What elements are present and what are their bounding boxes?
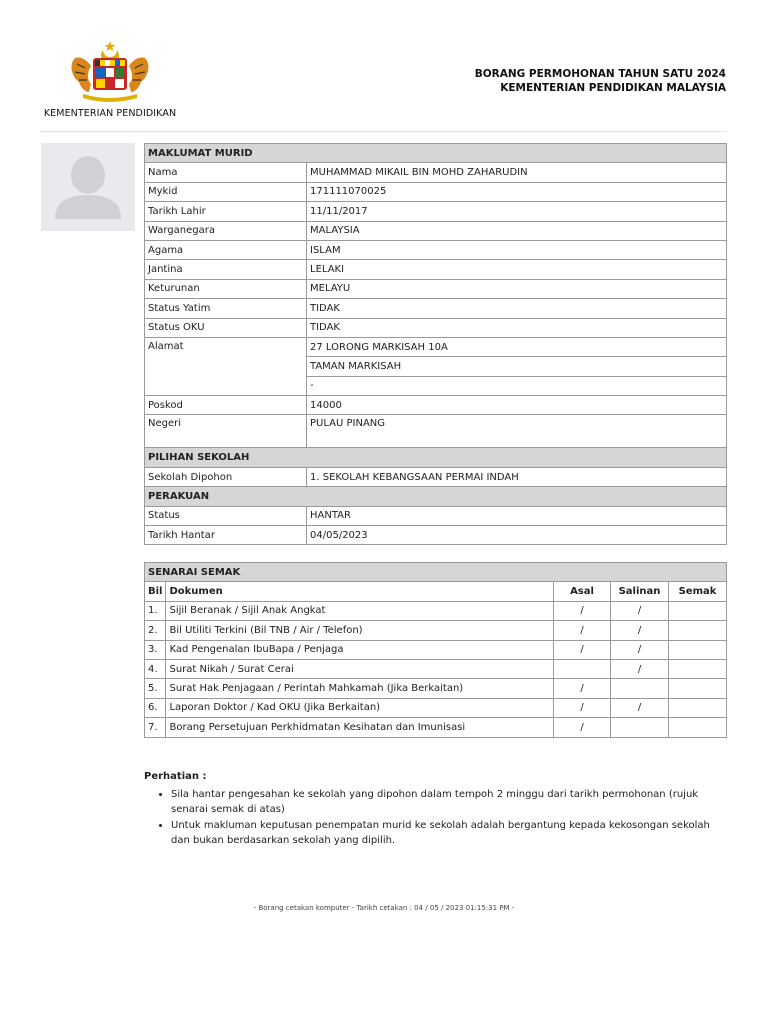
table-row bbox=[145, 415, 727, 448]
section-title: PERAKUAN bbox=[145, 487, 727, 506]
checklist-column-headers bbox=[145, 582, 727, 601]
table-row bbox=[145, 279, 727, 298]
table-row bbox=[145, 240, 727, 259]
table-row bbox=[145, 640, 727, 659]
table-row-alamat bbox=[145, 337, 727, 356]
table-row bbox=[145, 202, 727, 221]
row-number: 2. bbox=[145, 621, 166, 640]
table-row bbox=[145, 182, 727, 201]
form-title-line-1: BORANG PERMOHONAN TAHUN SATU 2024 bbox=[474, 68, 726, 80]
field-label: Status bbox=[145, 506, 307, 525]
section-header-pilihan bbox=[145, 448, 727, 467]
column-header-semak: Semak bbox=[669, 582, 727, 601]
field-label: Mykid bbox=[145, 182, 307, 201]
table-row bbox=[145, 659, 727, 678]
table-row bbox=[145, 526, 727, 545]
row-number: 5. bbox=[145, 679, 166, 698]
field-value: PULAU PINANG bbox=[307, 415, 727, 448]
table-row bbox=[145, 718, 727, 737]
table-row bbox=[145, 698, 727, 717]
section-header-semak bbox=[145, 563, 727, 582]
row-number: 4. bbox=[145, 659, 166, 678]
document-name: Borang Persetujuan Perkhidmatan Kesihatan dan Imunisasi bbox=[166, 718, 554, 737]
ministry-logo bbox=[40, 38, 180, 119]
table-row bbox=[145, 260, 727, 279]
asal-mark: / bbox=[554, 601, 611, 620]
print-footer: - Borang cetakan komputer - Tarikh cetakan : 04 / 05 / 2023 01:15:31 PM - bbox=[253, 904, 515, 912]
field-value: MALAYSIA bbox=[307, 221, 727, 240]
field-value: 11/11/2017 bbox=[307, 202, 727, 221]
document-name: Sijil Beranak / Sijil Anak Angkat bbox=[166, 601, 554, 620]
row-number: 6. bbox=[145, 698, 166, 717]
field-value: 14000 bbox=[307, 396, 727, 415]
table-row bbox=[145, 467, 727, 486]
list-item: • Sila hantar pengesahan ke sekolah yang dipohon dalam tempoh 2 minggu dari tarikh permohonan (rujuk senarai semak di atas) bbox=[171, 787, 729, 818]
student-info-table bbox=[144, 143, 727, 545]
salinan-mark: / bbox=[611, 640, 669, 659]
field-label: Status Yatim bbox=[145, 299, 307, 318]
section-title: MAKLUMAT MURID bbox=[145, 144, 727, 163]
field-label: Status OKU bbox=[145, 318, 307, 337]
field-label: Agama bbox=[145, 240, 307, 259]
column-header-salinan: Salinan bbox=[611, 582, 669, 601]
salinan-mark: / bbox=[611, 621, 669, 640]
notes-section bbox=[144, 769, 729, 849]
notes-list bbox=[144, 787, 729, 849]
section-title: SENARAI SEMAK bbox=[145, 563, 727, 582]
form-title bbox=[475, 67, 726, 95]
field-value: LELAKI bbox=[307, 260, 727, 279]
form-title-line-2: KEMENTERIAN PENDIDIKAN MALAYSIA bbox=[500, 82, 726, 94]
row-number: 7. bbox=[145, 718, 166, 737]
checklist-table bbox=[144, 562, 727, 738]
field-value: HANTAR bbox=[307, 506, 727, 525]
column-header-bil: Bil bbox=[145, 582, 166, 601]
logo-caption: KEMENTERIAN PENDIDIKAN bbox=[43, 108, 177, 119]
row-number: 3. bbox=[145, 640, 166, 659]
document-name: Bil Utiliti Terkini (Bil TNB / Air / Telefon) bbox=[166, 621, 554, 640]
table-row bbox=[145, 163, 727, 182]
field-label: Poskod bbox=[145, 396, 307, 415]
semak-mark bbox=[669, 621, 727, 640]
student-photo-placeholder bbox=[41, 143, 135, 231]
header-divider bbox=[40, 131, 727, 132]
field-value: 171111070025 bbox=[307, 182, 727, 201]
document-name: Laporan Doktor / Kad OKU (Jika Berkaitan) bbox=[166, 698, 554, 717]
salinan-mark: / bbox=[611, 659, 669, 678]
field-label: Alamat bbox=[145, 337, 307, 395]
document-name: Kad Pengenalan IbuBapa / Penjaga bbox=[166, 640, 554, 659]
salinan-mark: / bbox=[611, 698, 669, 717]
field-label: Jantina bbox=[145, 260, 307, 279]
table-row bbox=[145, 679, 727, 698]
table-row bbox=[145, 601, 727, 620]
section-header-perakuan bbox=[145, 487, 727, 506]
table-row bbox=[145, 506, 727, 525]
salinan-mark: / bbox=[611, 601, 669, 620]
alamat-line-3: - bbox=[307, 376, 727, 395]
field-value: 04/05/2023 bbox=[307, 526, 727, 545]
asal-mark: / bbox=[554, 679, 611, 698]
field-value: MUHAMMAD MIKAIL BIN MOHD ZAHARUDIN bbox=[307, 163, 727, 182]
semak-mark bbox=[669, 640, 727, 659]
asal-mark: / bbox=[554, 640, 611, 659]
semak-mark bbox=[669, 698, 727, 717]
table-row bbox=[145, 396, 727, 415]
semak-mark bbox=[669, 601, 727, 620]
row-number: 1. bbox=[145, 601, 166, 620]
document-name: Surat Hak Penjagaan / Perintah Mahkamah (Jika Berkaitan) bbox=[166, 679, 554, 698]
field-label: Negeri bbox=[145, 415, 307, 448]
user-silhouette-icon bbox=[41, 143, 135, 231]
section-title: PILIHAN SEKOLAH bbox=[145, 448, 727, 467]
field-value: MELAYU bbox=[307, 279, 727, 298]
asal-mark: / bbox=[554, 698, 611, 717]
semak-mark bbox=[669, 659, 727, 678]
asal-mark bbox=[554, 659, 611, 678]
field-label: Tarikh Hantar bbox=[145, 526, 307, 545]
page-header bbox=[0, 0, 768, 130]
salinan-mark bbox=[611, 679, 669, 698]
column-header-asal: Asal bbox=[554, 582, 611, 601]
document-name: Surat Nikah / Surat Cerai bbox=[166, 659, 554, 678]
field-value: TIDAK bbox=[307, 299, 727, 318]
notes-title: Perhatian : bbox=[144, 771, 207, 782]
field-value: ISLAM bbox=[307, 240, 727, 259]
list-item: • Untuk makluman keputusan penempatan murid ke sekolah adalah bergantung kepada kekosongan sekolah dan bukan berdasarkan sekolah yang dipilih. bbox=[171, 818, 729, 849]
field-label: Nama bbox=[145, 163, 307, 182]
semak-mark bbox=[669, 679, 727, 698]
table-row bbox=[145, 621, 727, 640]
table-row bbox=[145, 318, 727, 337]
field-label: Tarikh Lahir bbox=[145, 202, 307, 221]
field-label: Sekolah Dipohon bbox=[145, 467, 307, 486]
asal-mark: / bbox=[554, 621, 611, 640]
asal-mark: / bbox=[554, 718, 611, 737]
field-value: 1. SEKOLAH KEBANGSAAN PERMAI INDAH bbox=[307, 467, 727, 486]
section-header-murid bbox=[145, 144, 727, 163]
salinan-mark bbox=[611, 718, 669, 737]
column-header-dokumen: Dokumen bbox=[166, 582, 554, 601]
table-row bbox=[145, 221, 727, 240]
field-label: Warganegara bbox=[145, 221, 307, 240]
alamat-line-2: TAMAN MARKISAH bbox=[307, 357, 727, 376]
coat-of-arms-icon bbox=[65, 38, 155, 104]
semak-mark bbox=[669, 718, 727, 737]
field-label: Keturunan bbox=[145, 279, 307, 298]
alamat-line-1: 27 LORONG MARKISAH 10A bbox=[307, 337, 727, 356]
field-value: TIDAK bbox=[307, 318, 727, 337]
table-row bbox=[145, 299, 727, 318]
